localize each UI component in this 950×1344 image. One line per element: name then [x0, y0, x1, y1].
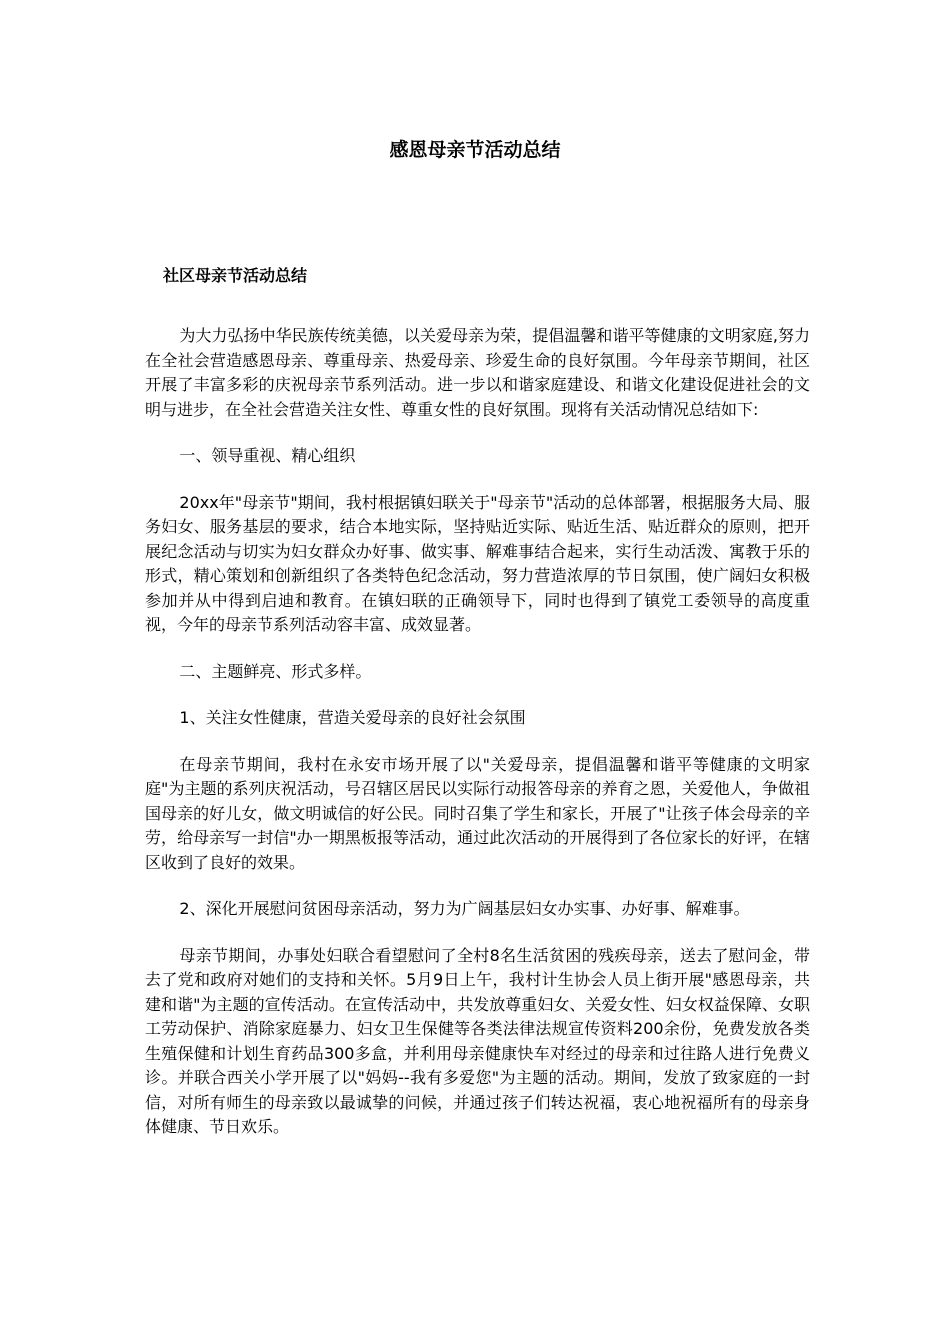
paragraph-heading-one: 一、领导重视、精心组织	[179, 446, 356, 465]
paragraph-heading-two: 二、主题鲜亮、形式多样。	[179, 661, 372, 681]
paragraph-subheading-one: 1、关注女性健康，营造关爱母亲的良好社会氛围	[179, 708, 526, 727]
section-heading: 社区母亲节活动总结	[163, 266, 308, 285]
paragraph-organization: 20xx年"母亲节"期间，我村根据镇妇联关于"母亲节"活动的总体部署，根据服务大局、服务妇女、服务基层的要求，结合本地实际，坚持贴近实际、贴近生活、贴近群众的原则，把开展纪念活动与切实为妇女群众办好事、做实事、解难事结合起来，实行生动活泼、寓教于乐的形式，精心策划和创新组织了各类特色纪念活动，努力营造浓厚的节日氛围，使广阔妇女积极参加并从中得到启迪和教育。在镇妇联的正确领导下，同时也得到了镇党工委领导的高度重视，今年的母亲节系列活动容丰富、成效显著。	[145, 492, 810, 634]
paragraph-market-activity: 在母亲节期间，我村在永安市场开展了以"关爱母亲，提倡温馨和谐平等健康的文明家庭"为主题的系列庆祝活动，号召辖区居民以实际行动报答母亲的养育之恩，关爱他人，争做祖国母亲的好儿女，做文明诚信的好公民。同时召集了学生和家长，开展了"让孩子体会母亲的辛劳，给母亲写一封信"办一期黑板报等活动，通过此次活动的开展得到了各位家长的好评，在辖区收到了良好的效果。	[145, 754, 810, 872]
document-body	[145, 324, 810, 1162]
document-title: 感恩母亲节活动总结	[389, 139, 561, 161]
paragraph-subheading-two: 2、深化开展慰问贫困母亲活动，努力为广阔基层妇女办实事、办好事、解难事。	[179, 899, 750, 918]
paragraph-intro: 为大力弘扬中华民族传统美德，以关爱母亲为荣，提倡温馨和谐平等健康的文明家庭,努力在全社会营造感恩母亲、尊重母亲、热爱母亲、珍爱生命的良好氛围。今年母亲节期间，社区开展了丰富多彩的庆祝母亲节系列活动。进一步以和谐家庭建设、和谐文化建设促进社会的文明与进步，在全社会营造关注女性、尊重女性的良好氛围。现将有关活动情况总结如下:	[145, 326, 810, 419]
paragraph-condolence-activity: 母亲节期间，办事处妇联合看望慰问了全村8名生活贫困的残疾母亲，送去了慰问金，带去了党和政府对她们的支持和关怀。5月9日上午，我村计生协会人员上街开展"感恩母亲，共建和谐"为主题的宣传活动。在宣传活动中，共发放尊重妇女、关爱女性、妇女权益保障、女职工劳动保护、消除家庭暴力、妇女卫生保健等各类法律法规宣传资料200余份，免费发放各类生殖保健和计划生育药品300多盒，并利用母亲健康快车对经过的母亲和过往路人进行免费义诊。并联合西关小学开展了以"妈妈--我有多爱您"为主题的活动。期间，发放了致家庭的一封信，对所有师生的母亲致以最诚挚的问候，并通过孩子们转达祝福，衷心地祝福所有的母亲身体健康、节日欢乐。	[145, 945, 810, 1136]
